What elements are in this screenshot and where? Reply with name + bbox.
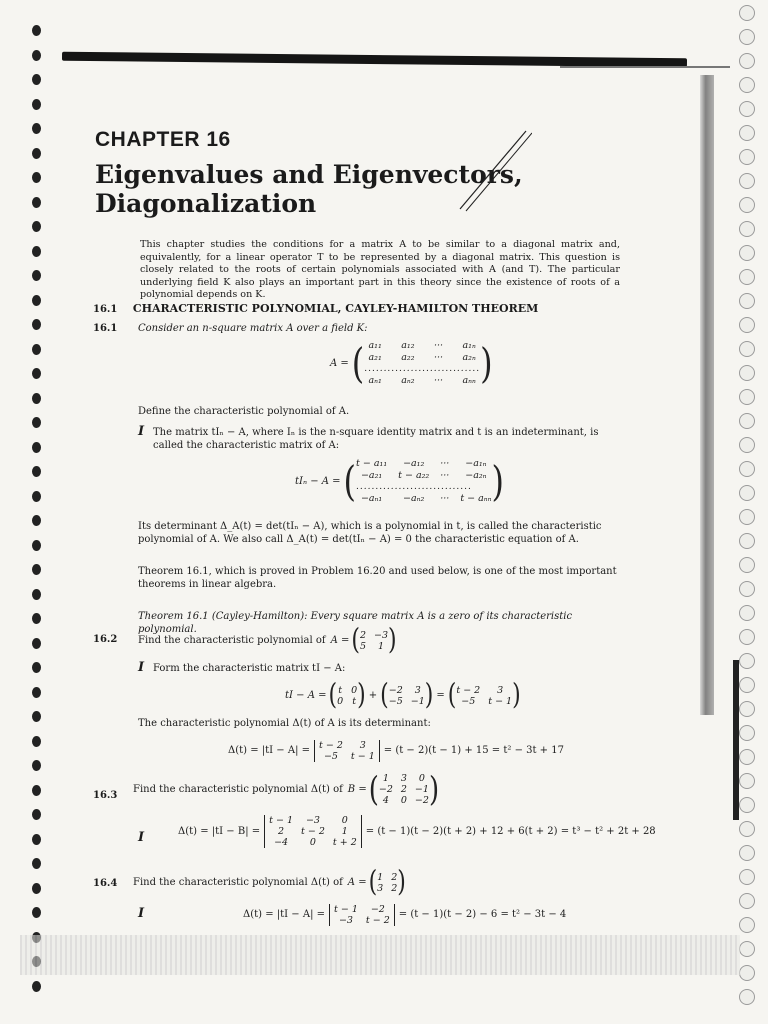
matrix-cell: −a₁₂: [403, 458, 425, 469]
binding-mark: [32, 417, 41, 428]
binding-mark: [32, 638, 41, 649]
binder-holes-right: [735, 5, 763, 1015]
binder-hole: [739, 29, 755, 45]
matrix-cell: −1: [410, 695, 425, 707]
binding-mark: [32, 491, 41, 502]
problem-question: Find the characteristic polynomial Δ(t) of: [133, 784, 343, 795]
matrix-grid: [379, 773, 429, 806]
matrix-cell: 3: [359, 739, 366, 751]
solution-bullet: I: [138, 906, 145, 921]
binder-hole: [739, 365, 755, 381]
matrix-cell: aₙₙ: [462, 375, 476, 386]
matrix-cell: 5: [359, 640, 366, 652]
binder-hole: [739, 5, 755, 21]
binder-hole: [739, 965, 755, 981]
matrix-cell: t − 1: [488, 695, 513, 707]
matrix-cell: a₂₁: [368, 352, 382, 363]
characteristic-matrix-text: The matrix tIₙ − A, where Iₙ is the n-square identity matrix and t is an indeterminant, is called the characteristic matrix of A:: [153, 427, 599, 451]
binding-mark: [32, 295, 41, 306]
determinant-grid: [264, 815, 362, 848]
equation-rhs: = (t − 1)(t − 2)(t + 2) + 12 + 6(t + 2) = t³ − t² + 2t + 28: [365, 826, 656, 837]
matrix-lhs: B =: [347, 784, 367, 795]
chapter-rule-thin: [560, 66, 730, 68]
binding-mark: [32, 319, 41, 330]
binder-hole: [739, 197, 755, 213]
binding-mark: [32, 148, 41, 159]
theorem-cayley-hamilton: Theorem 16.1 (Cayley-Hamilton): Every square matrix A is a zero of its characteristic polynomial.: [138, 611, 573, 635]
binder-hole: [739, 677, 755, 693]
binder-hole: [739, 533, 755, 549]
matrix-cell: −5: [461, 695, 476, 707]
determinant-equation: [243, 902, 566, 926]
binding-mark: [32, 74, 41, 85]
matrix-cell: 1: [341, 826, 348, 837]
matrix-cell: −a₂₁: [360, 470, 383, 481]
binding-mark: [32, 711, 41, 722]
matrix-ellipsis-row: ..............................: [356, 482, 472, 492]
determinant-text: The characteristic polynomial Δ(t) of A is its determinant:: [138, 718, 431, 729]
matrix-cell: t + 2: [332, 837, 357, 848]
binding-mark: [32, 368, 41, 379]
characteristic-matrix-grid: [356, 458, 491, 504]
binding-marks-left: [28, 25, 46, 1015]
binder-hole: [739, 917, 755, 933]
define-text: Define the characteristic polynomial of A.: [138, 406, 350, 417]
equation-lhs: Δ(t) = |tI − A| =: [228, 745, 311, 756]
binding-mark: [32, 50, 41, 61]
section-title: CHARACTERISTIC POLYNOMIAL, CAYLEY-HAMILTON THEOREM: [132, 302, 539, 315]
matrix-cell: t − 2: [301, 826, 325, 837]
equation-rhs: = (t − 2)(t − 1) + 15 = t² − 3t + 17: [383, 745, 564, 756]
problem-number: 16.4: [93, 878, 118, 889]
matrix-cell: −aₙ₂: [403, 493, 425, 504]
binding-mark: [32, 221, 41, 232]
matrix-lhs: A =: [330, 357, 349, 369]
binding-mark: [32, 99, 41, 110]
problem-number: 16.2: [93, 634, 118, 645]
binder-hole: [739, 317, 755, 333]
matrix-cell: a₁₂: [401, 340, 415, 351]
determinant-text: Its determinant Δ_A(t) = det(tIₙ − A), which is a polynomial in t, is called the characteristic polynomial of A. We also call Δ_A(t) = det(tIₙ − A) = 0 the characteristic equation of A.: [138, 521, 602, 545]
binding-mark: [32, 540, 41, 551]
binder-hole: [739, 629, 755, 645]
solution-bullet: I: [138, 424, 145, 439]
binder-hole: [739, 773, 755, 789]
matrix-cell: t: [338, 684, 343, 696]
binding-mark: [32, 442, 41, 453]
matrix-grid: [377, 872, 397, 894]
equation-lhs: tI − A =: [285, 690, 327, 701]
binder-hole: [739, 173, 755, 189]
theorem-intro: Theorem 16.1, which is proved in Problem 16.20 and used below, is one of the most important theorems in linear algebra.: [138, 566, 617, 590]
determinant-grid: [314, 740, 380, 762]
matrix-cell: a₁ₙ: [462, 340, 476, 351]
scan-shadow-bar-lower: [733, 660, 739, 820]
chapter-title-line1: Eigenvalues and Eigenvectors,: [95, 160, 523, 189]
matrix-cell: 3: [377, 882, 384, 894]
binder-hole: [739, 437, 755, 453]
problem-question-row: Find the characteristic polynomial Δ(t) of B = ( 1 3 0 −2 2 −1 4 0 −2 ): [133, 770, 440, 809]
matrix-grid: [337, 685, 357, 707]
characteristic-matrix-equation: tIₙ − A = ( t − a₁₁ −a₁₂ ··· −a₁ₙ −a₂₁ t − a₂₂ ··· −a₂ₙ .............................. −aₙ₁ −aₙ₂ ··· t − aₙₙ ): [295, 456, 504, 506]
matrix-cell: t − 1: [334, 903, 358, 915]
binder-hole: [739, 653, 755, 669]
section-heading: [93, 302, 538, 315]
binding-mark: [32, 834, 41, 845]
chapter-rule: [62, 52, 687, 68]
scan-bottom-noise: [20, 935, 740, 975]
matrix-cell: ···: [440, 493, 450, 504]
binder-hole: [739, 605, 755, 621]
binding-mark: [32, 736, 41, 747]
matrix-cell: a₁₁: [368, 340, 382, 351]
matrix-cell: 0: [337, 695, 344, 707]
binder-hole: [739, 341, 755, 357]
matrix-cell: −aₙ₁: [360, 493, 383, 504]
matrix-cell: −1: [414, 784, 429, 795]
chapter-intro: This chapter studies the conditions for a matrix A to be similar to a diagonal matrix and, equivalently, for a linear operator T to be represented by a diagonal matrix. This question is closely related to the roots of certain polynomials associated with A (and T). The particular underlying field K also plays an important part in this theory since the existence of roots of a polynomial depends on K.: [140, 239, 620, 300]
binder-hole: [739, 101, 755, 117]
problem-question-row: Find the characteristic polynomial of A = ( 2 −3 5 1 ): [138, 623, 397, 657]
binder-hole: [739, 821, 755, 837]
matrix-cell: ···: [440, 458, 450, 469]
binder-hole: [739, 941, 755, 957]
matrix-grid: [389, 685, 425, 707]
matrix-cell: 0: [418, 773, 425, 784]
binder-hole: [739, 869, 755, 885]
matrix-cell: −3: [374, 629, 389, 641]
binding-mark: [32, 858, 41, 869]
matrix-ellipsis-row: ..............................: [364, 364, 481, 374]
problem-number: 16.1: [93, 323, 118, 334]
matrix-cell: 3: [400, 773, 407, 784]
binder-hole: [739, 389, 755, 405]
binder-hole: [739, 509, 755, 525]
matrix-cell: 4: [382, 795, 389, 806]
binder-hole: [739, 125, 755, 141]
matrix-cell: ···: [434, 340, 444, 351]
matrix-cell: 1: [377, 871, 384, 883]
problem-question: Consider an n-square matrix A over a field K:: [138, 323, 368, 334]
binder-hole: [739, 77, 755, 93]
matrix-cell: t − a₁₁: [356, 458, 388, 469]
matrix-cell: 3: [414, 684, 421, 696]
binder-hole: [739, 893, 755, 909]
binder-hole: [739, 221, 755, 237]
matrix-cell: a₂ₙ: [462, 352, 476, 363]
matrix-cell: ···: [434, 352, 444, 363]
problem-number: 16.3: [93, 790, 118, 801]
matrix-cell: 3: [497, 684, 504, 696]
matrix-cell: 0: [309, 837, 316, 848]
binding-mark: [32, 270, 41, 281]
binding-mark: [32, 344, 41, 355]
matrix-cell: t − a₂₂: [398, 470, 430, 481]
binder-hole: [739, 557, 755, 573]
binding-mark: [32, 613, 41, 624]
matrix-cell: −3: [305, 815, 320, 826]
matrix-lhs: A =: [330, 635, 350, 646]
matrix-cell: 2: [400, 784, 407, 795]
matrix-cell: 2: [359, 629, 366, 641]
matrix-cell: 0: [341, 815, 348, 826]
matrix-cell: 0: [400, 795, 407, 806]
binding-mark: [32, 589, 41, 600]
binding-mark: [32, 515, 41, 526]
binding-mark: [32, 25, 41, 36]
binding-mark: [32, 760, 41, 771]
binding-mark: [32, 883, 41, 894]
matrix-cell: t − 1: [350, 750, 375, 762]
binder-hole: [739, 749, 755, 765]
matrix-cell: −5: [388, 695, 403, 707]
binder-hole: [739, 989, 755, 1005]
matrix-cell: −4: [274, 837, 289, 848]
matrix-cell: t: [352, 695, 357, 707]
binder-hole: [739, 245, 755, 261]
matrix-cell: 1: [377, 640, 385, 652]
binding-mark: [32, 466, 41, 477]
binder-hole: [739, 53, 755, 69]
matrix-cell: −2: [388, 684, 403, 696]
matrix-cell: aₙ₁: [368, 375, 382, 386]
solution-bullet: I: [138, 660, 145, 675]
problem-question-row: Find the characteristic polynomial Δ(t) of A = ( 1 2 3 2 ): [133, 865, 406, 899]
scan-shadow-bar: [700, 75, 714, 715]
matrix-cell: aₙ₂: [401, 375, 415, 386]
determinant-grid: [329, 904, 395, 926]
binder-hole: [739, 149, 755, 165]
matrix-cell: t − aₙₙ: [460, 493, 492, 504]
binder-hole: [739, 701, 755, 717]
matrix-cell: −a₂ₙ: [465, 470, 487, 481]
binder-hole: [739, 485, 755, 501]
binding-mark: [32, 393, 41, 404]
binder-hole: [739, 269, 755, 285]
matrix-a-equation: A = ( a₁₁ a₁₂ ··· a₁ₙ a₂₁ a₂₂ ··· a₂ₙ .............................. aₙ₁ aₙ₂ ··· aₙₙ ): [330, 338, 493, 388]
matrix-cell: ···: [440, 470, 450, 481]
chapter-title-line2: Diagonalization: [95, 189, 317, 218]
matrix-cell: −2: [414, 795, 429, 806]
matrix-cell: a₂₂: [401, 352, 415, 363]
binding-mark: [32, 981, 41, 992]
equation-rhs: = (t − 1)(t − 2) − 6 = t² − 3t − 4: [398, 909, 567, 920]
matrix-cell: 2: [391, 882, 398, 894]
matrix-cell: t − 1: [269, 815, 294, 826]
binding-mark: [32, 564, 41, 575]
matrix-a-grid: [364, 340, 480, 386]
matrix-cell: 1: [382, 773, 389, 784]
matrix-lhs: A =: [347, 877, 367, 888]
equals-sign: =: [436, 690, 445, 701]
matrix-grid: [360, 630, 388, 652]
matrix-cell: 2: [391, 871, 398, 883]
binder-hole: [739, 725, 755, 741]
binder-hole: [739, 581, 755, 597]
equation-lhs: Δ(t) = |tI − A| =: [243, 909, 326, 920]
section-number: 16.1: [93, 304, 118, 315]
binder-hole: [739, 413, 755, 429]
binding-mark: [32, 662, 41, 673]
determinant-equation: [178, 815, 656, 848]
plus-sign: +: [368, 690, 378, 701]
binding-mark: [32, 907, 41, 918]
chapter-label: CHAPTER 16: [95, 128, 231, 151]
matrix-cell: −2: [370, 903, 385, 915]
matrix-cell: −3: [338, 914, 353, 926]
chapter-slash-decoration: [452, 125, 532, 215]
problem-question: Find the characteristic polynomial Δ(t) of: [133, 877, 343, 888]
binder-hole: [739, 461, 755, 477]
matrix-cell: −2: [378, 784, 393, 795]
binding-mark: [32, 246, 41, 257]
matrix-cell: t − 2: [319, 739, 343, 751]
problem-question: Find the characteristic polynomial of: [138, 635, 326, 646]
matrix-cell: t − 2: [365, 914, 390, 926]
binder-hole: [739, 293, 755, 309]
binding-mark: [32, 687, 41, 698]
binding-mark: [32, 197, 41, 208]
matrix-cell: ···: [434, 375, 444, 386]
binding-mark: [32, 123, 41, 134]
matrix-cell: −a₁ₙ: [465, 458, 487, 469]
solution-bullet: I: [138, 830, 145, 845]
binding-mark: [32, 172, 41, 183]
matrix-cell: t − 2: [456, 684, 481, 696]
solution-text: Form the characteristic matrix tI − A:: [153, 663, 346, 674]
binder-hole: [739, 845, 755, 861]
equation-lhs: Δ(t) = |tI − B| =: [178, 826, 261, 837]
matrix-grid: [456, 685, 512, 707]
matrix-cell: −5: [323, 750, 338, 762]
determinant-equation: [228, 738, 564, 762]
binding-mark: [32, 809, 41, 820]
matrix-lhs: tIₙ − A =: [295, 475, 341, 487]
binder-hole: [739, 797, 755, 813]
binding-mark: [32, 785, 41, 796]
matrix-cell: 2: [278, 826, 285, 837]
matrix-cell: 0: [351, 684, 358, 696]
characteristic-matrix-sum: tI − A = ( t 0 0 t ) + ( −2 3 −5 −1 ) = ( t − 2 3 −5 t − 1 ): [285, 678, 521, 712]
